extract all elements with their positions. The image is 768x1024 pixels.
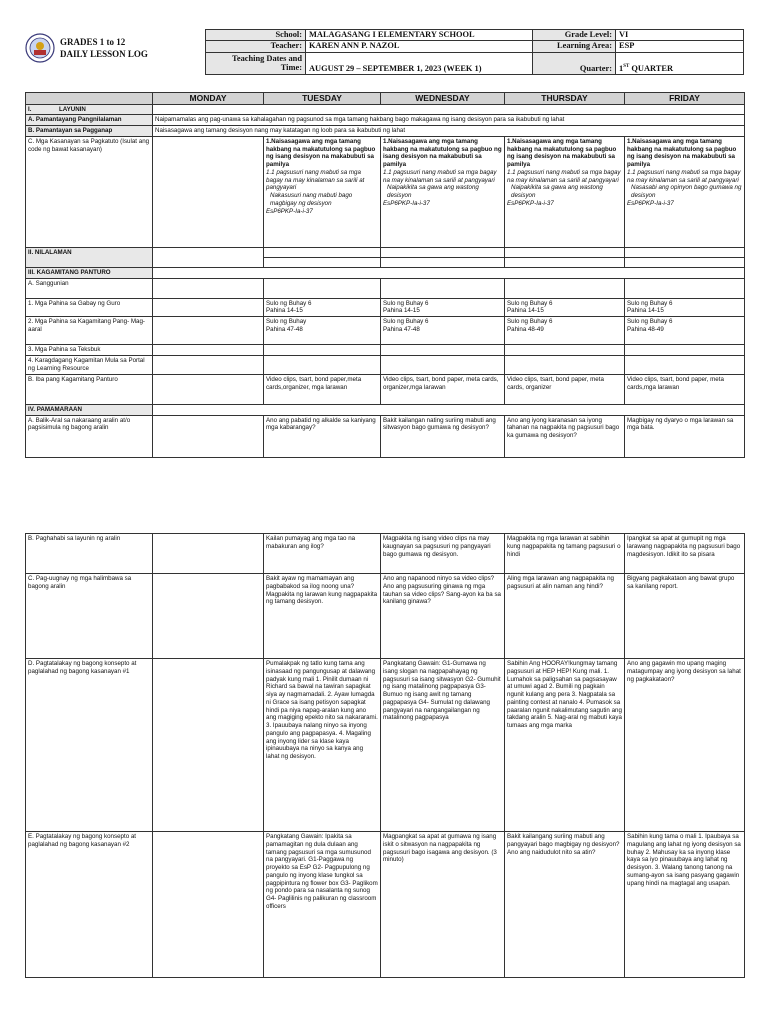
quarter-suffix: ST: [623, 64, 630, 70]
ref-book: Sulo ng Buhay 6: [383, 299, 429, 307]
kasanayan-monday: [153, 136, 264, 247]
paghahabi-friday: Ipangkat sa apat at gumupit ng mga larawang nagpapakita ng pagsusuri bago magdesisyon. Idikit ito sa pisara: [625, 534, 745, 574]
kasanayan-thursday: [505, 136, 625, 247]
ref-book: Sulo ng Buhay 6: [627, 318, 673, 326]
nilalaman-thursday: [505, 247, 625, 257]
kasanayan-sub: 1.1 pagsusuri nang mabuti sa mga bagay na may kinalaman sa sarili at pangyayari: [383, 168, 497, 184]
ref-pages: Pahina 47-48: [383, 325, 420, 333]
quarter-word: QUARTER: [629, 64, 673, 74]
lesson-log-table-page2: [25, 533, 745, 978]
cell-blank: [153, 317, 264, 345]
day-header-friday: FRIDAY: [625, 93, 745, 105]
iba-friday: Video clips, tsart, bond paper, meta cards,mga larawan: [625, 374, 745, 404]
balik-friday: Magbigay ng dyaryo o mga larawan sa mga bata.: [625, 415, 745, 457]
ref-book: Sulo ng Buhay 6: [507, 318, 553, 326]
cell-blank: [153, 298, 264, 317]
ref-book: Sulo ng Buhay 6: [383, 318, 429, 326]
cell-blank: [505, 345, 625, 356]
label-teksbuk: 3. Mga Pahina sa Teksbuk: [26, 345, 153, 356]
label-pag-uugnay: C. Pag-uugnay ng mga halimbawa sa bagong aralin: [26, 574, 153, 659]
kagamitang-tuesday: [264, 317, 381, 345]
cell-blank: [153, 355, 264, 374]
cell-blank: [381, 345, 505, 356]
balik-wednesday: Bakit kailangan nating suriing mabuti ang sitwasyon bago gumawa ng desisyon?: [381, 415, 505, 457]
label-pagtatalakay-1: D. Pagtatalakay ng bagong konsepto at paglalahad ng bagong kasanayan #1: [26, 659, 153, 832]
section-layunin: I. LAYUNIN: [26, 104, 153, 115]
dates-label: Teaching Dates and Time:: [206, 53, 306, 75]
label-iba-pang-kagamitan: B. Iba pang Kagamitang Panturo: [26, 374, 153, 404]
grade-value: VI: [616, 30, 744, 41]
label-pamantayan-sa-pagganap: B. Pamantayan sa Pagganap: [26, 126, 153, 137]
quarter-value: [616, 53, 744, 75]
pag-uugnay-tuesday: Bakit ayaw ng mamamayan ang pagbabakod sa ilog noong una? Magpakita ng larawan kung nagpapakita ng tamang desisyon.: [264, 574, 381, 659]
nilalaman-tuesday: [264, 247, 381, 257]
label-kagamitang-pang-mag-aaral: 2. Mga Pahina sa Kagamitang Pang- Mag-aaral: [26, 317, 153, 345]
nilalaman-blank: [505, 257, 625, 267]
pamamaraan-blank: [153, 404, 745, 415]
cell-blank: [153, 415, 264, 457]
pag-uugnay-friday: Bigyang pagkakataon ang bawat grupo sa kanilang report.: [625, 574, 745, 659]
cell-blank: [153, 659, 264, 832]
kagamitan-blank: [153, 267, 745, 278]
cell-blank: [625, 278, 745, 298]
nilalaman-blank: [264, 257, 381, 267]
gabay-thursday: [505, 298, 625, 317]
title-line-grades: GRADES 1 to 12: [60, 37, 126, 47]
section-nilalaman: II. NILALAMAN: [26, 247, 153, 267]
ref-book: Sulo ng Buhay 6: [507, 299, 553, 307]
kasanayan-extra: Nakasusuri nang mabuti bago magbigay ng desisyon: [270, 192, 353, 207]
page-1: [0, 0, 768, 470]
cell-blank: [153, 345, 264, 356]
page-2: [0, 510, 768, 1024]
gabay-friday: [625, 298, 745, 317]
pagtatalakay-1-tuesday: Pumalakpak ng tatlo kung tama ang isinasaad ng pangungusap at dalawang padyak kung mali 1. Pinilit dumaan ni Richard sa bawal na tawiran sapagkat siya ay nagmamadali. 2. Ayaw lumagda ni Grace sa isang petisyon sapagkat hindi pa niya napag-aralan kung ano ang magiging epekto nito sa nakararami. 3. Ipauubaya nalang ninyo sa inyong pangulo ang pagpapasya. 4. Magaling ang inyong lider sa klase kaya ipinauubaya na ninyo sa kanya ang lahat ng desisyon.: [264, 659, 381, 832]
kagamitang-friday: [625, 317, 745, 345]
kagamitang-thursday: [505, 317, 625, 345]
kasanayan-head: 1.Naisasagawa ang mga tamang hakbang na makatutulong sa pagbuo ng isang desisyon na makabubuti sa pamilya: [266, 137, 376, 169]
quarter-number: 1: [619, 64, 624, 74]
cell-blank: [153, 374, 264, 404]
section-pamamaraan: IV. PAMAMARAAN: [26, 404, 153, 415]
cell-blank: [505, 355, 625, 374]
pagtatalakay-1-friday: Ano ang gagawin mo upang maging matagumpay ang iyong desisyon sa lahat ng pagkakataon?: [625, 659, 745, 832]
kasanayan-code: EsP6PKP-Ia-i-37: [507, 199, 554, 207]
lesson-log-table-page1: [25, 92, 745, 458]
kasanayan-head: 1.Naisasagawa ang mga tamang hakbang na makatutulong sa pagbuo ng isang desisyon na makabubuti sa pamilya: [507, 137, 617, 169]
teacher-value: KAREN ANN P. NAZOL: [306, 41, 533, 53]
cell-blank: [381, 355, 505, 374]
balik-thursday: Ano ang iyong karanasan sa iyong tahanan na nagpakita ng pagsusuri bago ka gumawa ng desisyon?: [505, 415, 625, 457]
day-header-monday: MONDAY: [153, 93, 264, 105]
teacher-label: Teacher:: [206, 41, 306, 53]
day-header-thursday: THURSDAY: [505, 93, 625, 105]
grade-label: Grade Level:: [533, 30, 616, 41]
cell-blank: [264, 355, 381, 374]
kagamitang-wednesday: [381, 317, 505, 345]
pag-uugnay-thursday: Aling mga larawan ang nagpapakita ng pagsusuri at alin naman ang hindi?: [505, 574, 625, 659]
label-kasanayan-sa-pagkatuto: C. Mga Kasanayan sa Pagkatuto (Isulat ang code ng bawat kasanayan): [26, 136, 153, 247]
label-karagdagang-kagamitan: 4. Karagdagang Kagamitan Mula sa Portal ng Learning Resource: [26, 355, 153, 374]
iba-thursday: Video clips, tsart, bond paper, meta cards, organizer: [505, 374, 625, 404]
cell-blank: [153, 574, 264, 659]
cell-blank: [153, 534, 264, 574]
pag-uugnay-wednesday: Ano ang napanood ninyo sa video clips? Ano ang pagsusuring ginawa ng mga tauhan sa video clips? Sang-ayon ka ba sa kanilang ginawa?: [381, 574, 505, 659]
section-kagamitang-panturo: III. KAGAMITANG PANTURO: [26, 267, 153, 278]
kasanayan-head: 1.Naisasagawa ang mga tamang hakbang na makatutulong sa pagbuo ng isang desisyon na makabubuti sa pamilya: [383, 137, 502, 169]
ref-pages: Pahina 47-48: [266, 325, 303, 333]
kasanayan-head: 1.Naisasagawa ang mga tamang hakbang na makatutulong sa pagbuo ng isang desisyon na makabubuti sa pamilya: [627, 137, 737, 169]
label-gabay-ng-guro: 1. Mga Pahina sa Gabay ng Guro: [26, 298, 153, 317]
kasanayan-sub: 1.1 pagsusuri nang mabuti sa mga bagay na may kinalaman sa sarili at pangyayari: [266, 168, 365, 192]
document-title: [60, 36, 148, 60]
kasanayan-extra: Nasasabi ang opinyon bago gumawa ng desisyon: [631, 184, 742, 200]
gabay-wednesday: [381, 298, 505, 317]
paghahabi-thursday: Magpakita ng mga larawan at sabihin kung nagpapakita ng tamang pagsusuri o hindi: [505, 534, 625, 574]
cell-blank: [505, 278, 625, 298]
pagtatalakay-2-thursday: Bakit kailangang suriing mabuti ang pangyayari bago magbigay ng desisyon? Ano ang naidudulot nito sa atin?: [505, 832, 625, 978]
label-pagtatalakay-2: E. Pagtatalakay ng bagong konsepto at paglalahad ng bagong kasanayan #2: [26, 832, 153, 978]
cell-blank: [264, 345, 381, 356]
nilalaman-monday: [153, 247, 264, 267]
cell-blank: [381, 278, 505, 298]
kasanayan-code: EsP6PKP-Ia-i-37: [266, 207, 313, 215]
kasanayan-friday: [625, 136, 745, 247]
cell-blank: [153, 832, 264, 978]
paghahabi-wednesday: Magpakita ng isang video clips na may kaugnayan sa pagsusuri ng pangyayari bago gumawa ng desisyon.: [381, 534, 505, 574]
kasanayan-extra: Naipakikita sa gawa ang wastong desisyon: [387, 184, 479, 200]
ref-book: Sulo ng Buhay 6: [266, 299, 312, 307]
corner-cell: [26, 93, 153, 105]
label-paghahabi: B. Paghahabi sa layunin ng aralin: [26, 534, 153, 574]
cell-blank: [625, 345, 745, 356]
gabay-tuesday: [264, 298, 381, 317]
paghahabi-tuesday: Kailan pumayag ang mga tao na mabakuran ang ilog?: [264, 534, 381, 574]
ref-pages: Pahina 14-15: [627, 307, 664, 315]
cell-blank: [625, 355, 745, 374]
ref-pages: Pahina 48-49: [507, 325, 544, 333]
iba-tuesday: Video clips, tsart, bond paper,meta cards,organizer, mga larawan: [264, 374, 381, 404]
nilalaman-friday: [625, 247, 745, 257]
title-line-dll: DAILY LESSON LOG: [60, 49, 148, 59]
cell-blank: [153, 278, 264, 298]
pagtatalakay-2-tuesday: Pangkatang Gawain: Ipakita sa pamamagitan ng dula dulaan ang tamang pagsusuri sa mga sumusunod na pangyayari. G1-Paggawa ng proyekto sa EsP G2- Pagpupulong ng pangulo ng inyong klase tungkol sa pagpipintura ng flower box G3- Paglikom ng pondo para sa nasalanta ng sunog G4- Paglilinis ng palikuran ng classroom officers: [264, 832, 381, 978]
learning-area-label: Learning Area:: [533, 41, 616, 53]
learning-area-value: ESP: [616, 41, 744, 53]
nilalaman-blank: [625, 257, 745, 267]
ref-book: Sulo ng Buhay: [266, 318, 307, 326]
ref-pages: Pahina 14-15: [507, 307, 544, 315]
deped-seal-logo: [25, 33, 55, 63]
layunin-blank: [153, 104, 745, 115]
pagtatalakay-2-friday: Sabihin kung tama o mali 1. Ipaubaya sa magulang ang lahat ng iyong desisyon sa buhay 2. Mahusay ka sa inyong klase kaya sa iyo pinauubaya ang lahat ng desisyon. 3. Walang tanong tanong na sumang-ayon sa isang pasyang gagawin upang hindi na magtagal ang usapan.: [625, 832, 745, 978]
ref-pages: Pahina 14-15: [266, 307, 303, 315]
nilalaman-blank: [381, 257, 505, 267]
cell-blank: [264, 278, 381, 298]
kasanayan-tuesday: [264, 136, 381, 247]
header-info-table: [205, 29, 744, 75]
balik-tuesday: Ano ang pabatid ng alkalde sa kaniyang mga kabarangay?: [264, 415, 381, 457]
pagtatalakay-1-thursday: Sabihin Ang HOORAY!kungmay tamang pagsusuri at HEP HEP! Kung mali. 1. Lumahok sa paligsahan sa pagsasayaw at umuwi agad 2. Bumili ng pagkain ngunit kulang ang pera 3. Nagpatala sa painting contest at nanalo 4. Pumasok sa paaralan ngunit nakalimutang sagutin ang takdang aralin 5. Nag-aral ng mabuti kaya tumaas ang mga marka: [505, 659, 625, 832]
ref-pages: Pahina 14-15: [383, 307, 420, 315]
iba-wednesday: Video clips, tsart, bond paper, meta cards, organizer,mga larawan: [381, 374, 505, 404]
kasanayan-wednesday: [381, 136, 505, 247]
text-pamantayan-sa-pagganap: Naisasagawa ang tamang desisyon nang may katatagan ng loob para sa ikabubuti ng lahat: [153, 126, 745, 137]
kasanayan-sub: 1.1 pagsusuri nang mabuti sa mga bagay na may kinalaman sa sarili at pangyayari: [507, 168, 621, 184]
quarter-label: Quarter:: [533, 53, 616, 75]
school-value: MALAGASANG I ELEMENTARY SCHOOL: [306, 30, 533, 41]
school-label: School:: [206, 30, 306, 41]
label-sanggunian: A. Sanggunian: [26, 278, 153, 298]
label-balik-aral: A. Balik-Aral sa nakaraang aralin at/o pagsisimula ng bagong aralin: [26, 415, 153, 457]
label-pamantayang-pangnilalaman: A. Pamantayang Pangnilalaman: [26, 115, 153, 126]
nilalaman-wednesday: [381, 247, 505, 257]
ref-pages: Pahina 48-49: [627, 325, 664, 333]
day-header-tuesday: TUESDAY: [264, 93, 381, 105]
kasanayan-extra: Naipakikita sa gawa ang wastong desisyon: [511, 184, 603, 200]
pagtatalakay-2-wednesday: Magpangkat sa apat at gumawa ng isang iskit o sitwasyon na nagpapakita ng pagsusuri bago isagawa ang desisyon. (3 minuto): [381, 832, 505, 978]
ref-book: Sulo ng Buhay 6: [627, 299, 673, 307]
pagtatalakay-1-wednesday: Pangkatang Gawain: G1-Gumawa ng isang slogan na nagpapahayag ng pagsusuri sa isang sitwasyon G2- Gumuhit ng isang matalinong pagpapasya G3- Bumuo ng isang awit ng tamang pagpapasya G4- Sumulat ng dalawang pangyayari na nangangailangan ng matalinong pagpapasya: [381, 659, 505, 832]
kasanayan-code: EsP6PKP-Ia-i-37: [627, 199, 674, 207]
text-pamantayang-pangnilalaman: Naipamamalas ang pag-unawa sa kahalagahan ng pagsunod sa mga tamang hakbang bago makagawa ng isang desisyon para sa ikabubuti ng lahat: [153, 115, 745, 126]
kasanayan-sub: 1.1 pagsusuri nang mabuti sa mga bagay na may kinalaman sa sarili at pangyayari: [627, 168, 741, 184]
dates-value: AUGUST 29 – SEPTEMBER 1, 2023 (WEEK 1): [306, 53, 533, 75]
kasanayan-code: EsP6PKP-Ia-i-37: [383, 199, 430, 207]
day-header-wednesday: WEDNESDAY: [381, 93, 505, 105]
